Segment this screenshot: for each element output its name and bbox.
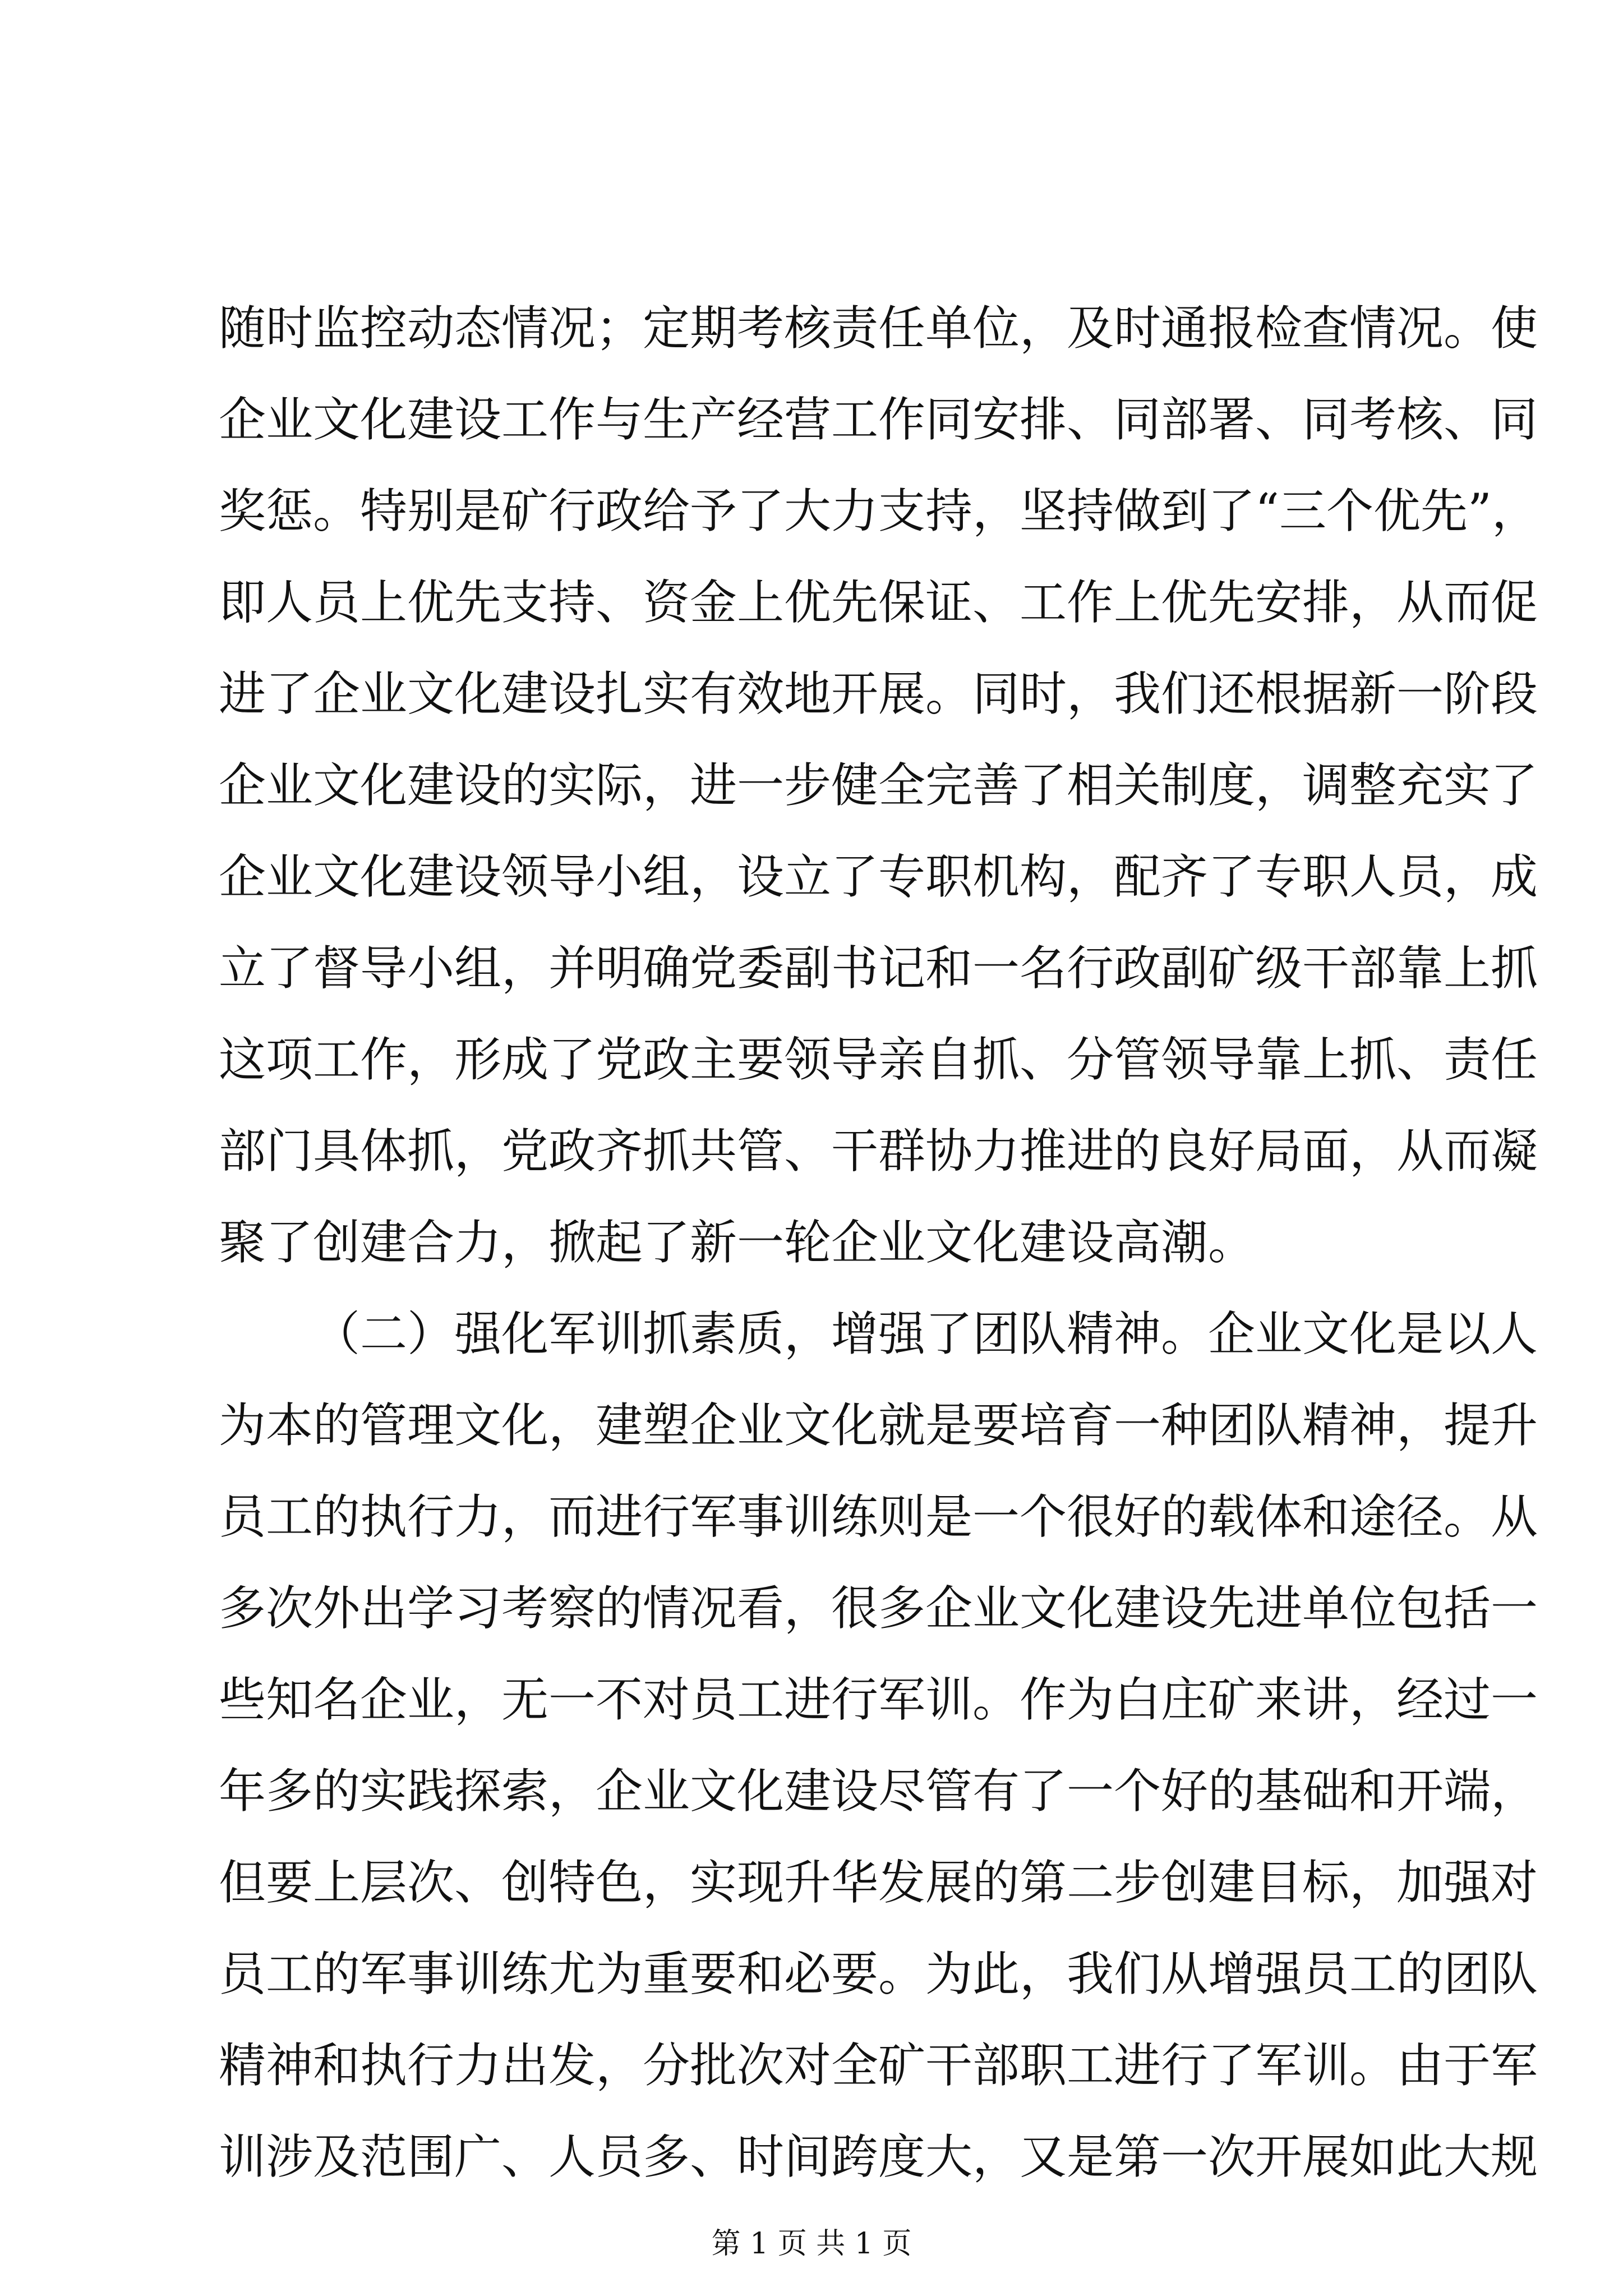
text-line-2: 企业文化建设工作与生产经营工作同安排、同部署、同考核、同	[219, 392, 1538, 447]
text-line-13: 为本的管理文化，建塑企业文化就是要培育一种团队精神，提升	[219, 1398, 1538, 1453]
text-line-11: 聚了创建合力，掀起了新一轮企业文化建设高潮。	[219, 1215, 1256, 1270]
text-line-12: （二）强化军训抓素质，增强了团队精神。企业文化是以人	[313, 1306, 1538, 1361]
text-line-19: 员工的军事训练尤为重要和必要。为此，我们从增强员工的团队	[219, 1947, 1538, 2001]
text-line-7: 企业文化建设领导小组，设立了专职机构，配齐了专职人员，成	[219, 849, 1538, 904]
text-line-21: 训涉及范围广、人员多、时间跨度大，又是第一次开展如此大规	[219, 2129, 1538, 2184]
text-line-9: 这项工作，形成了党政主要领导亲自抓、分管领导靠上抓、责任	[219, 1032, 1538, 1087]
text-line-8: 立了督导小组，并明确党委副书记和一名行政副矿级干部靠上抓	[219, 941, 1538, 996]
text-line-20: 精神和执行力出发，分批次对全矿干部职工进行了军训。由于军	[219, 2038, 1538, 2093]
page-number-footer: 第 1 页 共 1 页	[711, 2227, 912, 2261]
text-line-5: 进了企业文化建设扎实有效地开展。同时，我们还根据新一阶段	[219, 666, 1538, 721]
text-line-10: 部门具体抓，党政齐抓共管、干群协力推进的良好局面，从而凝	[219, 1124, 1538, 1179]
text-line-15: 多次外出学习考察的情况看，很多企业文化建设先进单位包括一	[219, 1581, 1538, 1636]
text-line-4: 即人员上优先支持、资金上优先保证、工作上优先安排，从而促	[219, 575, 1538, 630]
text-line-1: 随时监控动态情况；定期考核责任单位，及时通报检查情况。使	[219, 301, 1538, 356]
text-line-3: 奖惩。特别是矿行政给予了大力支持，坚持做到了“三个优先”，	[219, 484, 1539, 539]
text-line-17: 年多的实践探索，企业文化建设尽管有了一个好的基础和开端，	[219, 1764, 1538, 1819]
text-line-16: 些知名企业，无一不对员工进行军训。作为白庄矿来讲，经过一	[219, 1672, 1538, 1727]
text-line-6: 企业文化建设的实际，进一步健全完善了相关制度，调整充实了	[219, 758, 1538, 813]
text-line-14: 员工的执行力，而进行军事训练则是一个很好的载体和途径。从	[219, 1489, 1538, 1544]
text-line-18: 但要上层次、创特色，实现升华发展的第二步创建目标，加强对	[219, 1855, 1538, 1910]
